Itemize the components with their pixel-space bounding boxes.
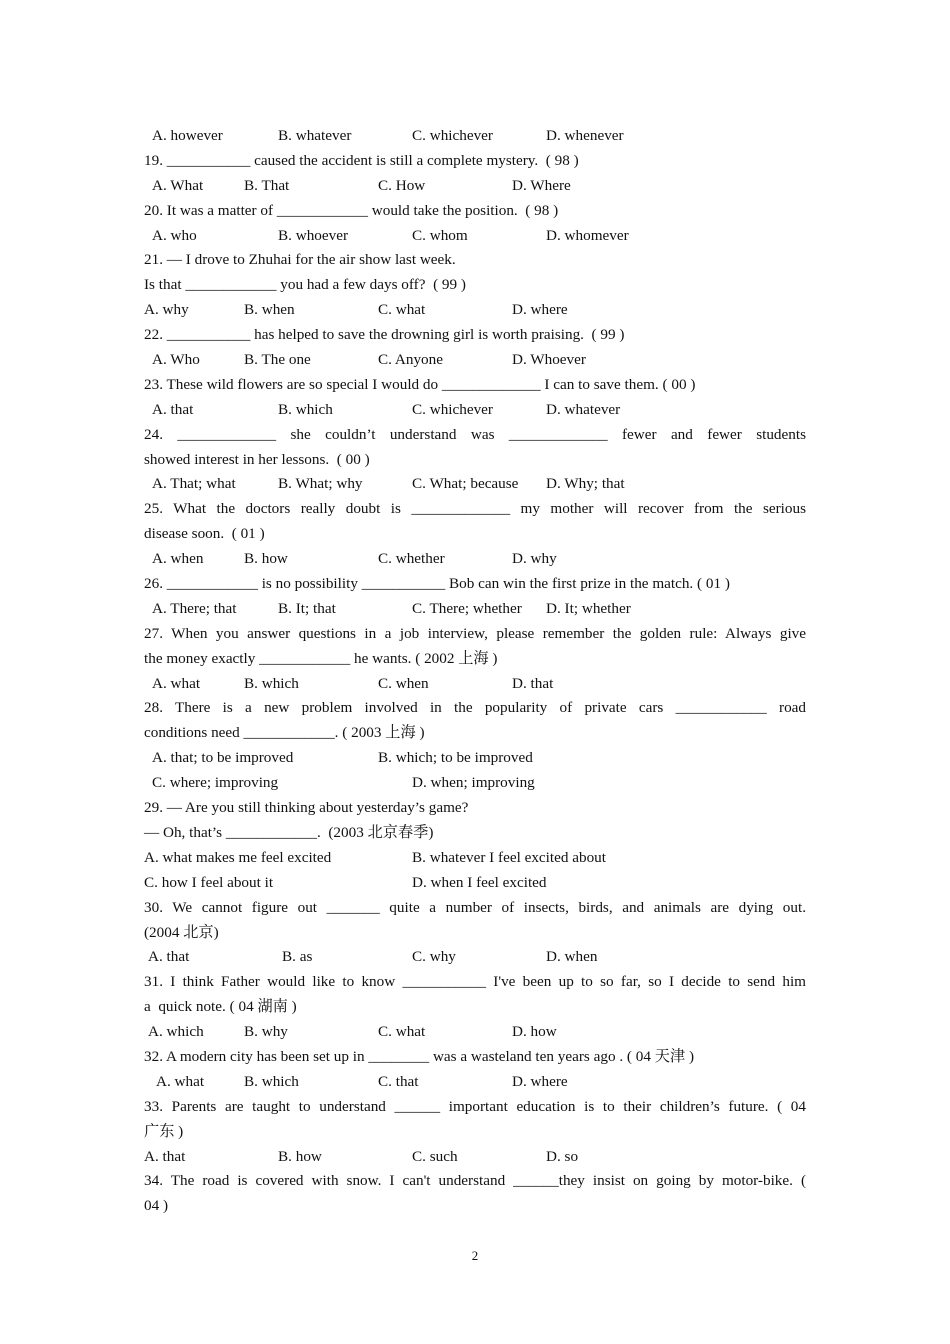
question-31-cont: a quick note. ( 04 湖南 ): [144, 998, 297, 1016]
options-q19: [144, 174, 806, 199]
option-b: B. which: [244, 1072, 299, 1090]
question-31: 31. I think Father would like to know ___________ I've been up to so far, so I decide to send him: [144, 973, 806, 991]
option-a: A. that; to be improved: [152, 749, 294, 767]
question-26: 26. ____________ is no possibility ___________ Bob can win the first prize in the match. ( 01 ): [144, 575, 730, 593]
option-c: C. what: [378, 301, 426, 319]
options-q28-row1: [144, 746, 806, 771]
option-c: C. What; because: [412, 475, 519, 493]
option-b: B. whatever: [278, 127, 352, 144]
option-a: A. however: [152, 127, 223, 144]
option-a: A. which: [148, 1023, 204, 1041]
option-a: A. that: [144, 1147, 186, 1165]
question-30: 30. We cannot figure out _______ quite a number of insects, birds, and animals are dying out.: [144, 898, 806, 916]
question-21: 21. — I drove to Zhuhai for the air show last week.: [144, 251, 456, 269]
question-33: 33. Parents are taught to understand ______ important education is to their children’s future. ( 04: [144, 1097, 806, 1115]
question-23: 23. These wild flowers are so special I would do _____________ I can to save them. ( 00 ): [144, 375, 696, 393]
option-c: C. whether: [378, 550, 445, 568]
question-25: 25. What the doctors really doubt is _____________ my mother will recover from the serious: [144, 500, 806, 518]
option-c: C. why: [412, 948, 456, 966]
option-d: D. whenever: [546, 127, 624, 144]
option-c: C. There; whether: [412, 599, 522, 617]
question-34: 34. The road is covered with snow. I can't understand ______they insist on going by motor-bike. (: [144, 1172, 806, 1190]
options-q23: [144, 398, 806, 423]
option-b: B. whoever: [278, 226, 349, 244]
option-b: B. how: [278, 1147, 322, 1165]
question-22: 22. ___________ has helped to save the drowning girl is worth praising. ( 99 ): [144, 326, 625, 344]
option-a: A. that: [148, 948, 190, 966]
option-b: B. when: [244, 301, 295, 319]
options-q28-row2: [144, 771, 806, 796]
options-q26: [144, 597, 806, 622]
option-b: B. The one: [244, 351, 311, 369]
option-d: D. where: [512, 301, 568, 319]
question-29: 29. — Are you still thinking about yesterday’s game?: [144, 799, 469, 817]
question-28: 28. There is a new problem involved in the popularity of private cars ____________ road: [144, 699, 806, 717]
option-c: C. How: [378, 176, 426, 194]
option-c: C. whichever: [412, 127, 493, 144]
question-34-cont: 04 ): [144, 1197, 169, 1215]
options-q20: [144, 224, 806, 249]
question-list: [144, 124, 806, 1219]
option-d: D. when; improving: [412, 774, 535, 792]
question-27-cont: the money exactly ____________ he wants. ( 2002 上海 ): [144, 649, 498, 667]
option-b: B. That: [244, 176, 290, 194]
option-d: D. when: [546, 948, 598, 966]
option-c: C. that: [378, 1072, 419, 1090]
options-q18: [144, 124, 806, 149]
question-24-cont: showed interest in her lessons. ( 00 ): [144, 450, 370, 468]
question-27: 27. When you answer questions in a job interview, please remember the golden rule: Always give: [144, 624, 806, 642]
option-c: C. what: [378, 1023, 426, 1041]
option-d: D. Where: [512, 176, 571, 194]
option-d: D. Why; that: [546, 475, 625, 493]
option-d: D. that: [512, 674, 554, 692]
option-d: D. whomever: [546, 226, 629, 244]
option-a: A. what: [152, 674, 201, 692]
question-19: 19. ___________ caused the accident is still a complete mystery. ( 98 ): [144, 151, 579, 169]
options-q24: [144, 472, 806, 497]
option-a: A. That; what: [152, 475, 236, 493]
option-a: A. that: [152, 400, 194, 418]
options-q31: [144, 1020, 806, 1045]
option-d: D. so: [546, 1147, 579, 1165]
option-c: C. where; improving: [152, 774, 279, 792]
option-a: A. what makes me feel excited: [144, 848, 332, 866]
option-a: A. What: [152, 176, 204, 194]
options-q30: [144, 945, 806, 970]
option-d: D. Whoever: [512, 351, 586, 369]
option-b: B. why: [244, 1023, 288, 1041]
option-c: C. how I feel about it: [144, 873, 274, 891]
option-c: C. Anyone: [378, 351, 443, 369]
question-24: 24. _____________ she couldn’t understand was _____________ fewer and fewer students: [144, 425, 806, 443]
option-d: D. when I feel excited: [412, 873, 547, 891]
question-28-cont: conditions need ____________. ( 2003 上海 ): [144, 724, 425, 742]
option-b: B. as: [282, 948, 313, 966]
question-25-cont: disease soon. ( 01 ): [144, 525, 265, 543]
options-q32: [144, 1070, 806, 1095]
question-32: 32. A modern city has been set up in ________ was a wasteland ten years ago . ( 04 天津 ): [144, 1047, 695, 1065]
option-b: B. which: [244, 674, 299, 692]
option-b: B. how: [244, 550, 288, 568]
option-b: B. It; that: [278, 599, 336, 617]
options-q29-row1: [144, 846, 806, 871]
option-d: D. why: [512, 550, 557, 568]
option-c: C. such: [412, 1147, 458, 1165]
option-b: B. What; why: [278, 475, 363, 493]
question-33-cont: 广东 ): [144, 1122, 184, 1140]
option-a: A. what: [156, 1072, 205, 1090]
option-c: C. when: [378, 674, 429, 692]
option-b: B. which: [278, 400, 333, 418]
option-d: D. how: [512, 1023, 557, 1041]
options-q33: [144, 1145, 806, 1170]
question-20: 20. It was a matter of ____________ would take the position. ( 98 ): [144, 201, 559, 219]
option-a: A. who: [152, 226, 197, 244]
options-q25: [144, 547, 806, 572]
question-29-cont: — Oh, that’s ____________. (2003 北京春季): [144, 823, 434, 841]
options-q22: [144, 348, 806, 373]
option-a: A. There; that: [152, 599, 237, 617]
question-21-cont: Is that ____________ you had a few days off? ( 99 ): [144, 276, 466, 294]
options-q27: [144, 672, 806, 697]
option-c: C. whom: [412, 226, 468, 244]
option-a: A. Who: [152, 351, 200, 369]
options-q21: [144, 298, 806, 323]
option-d: D. whatever: [546, 400, 621, 418]
option-a: A. when: [152, 550, 204, 568]
option-c: C. whichever: [412, 400, 493, 418]
option-d: D. It; whether: [546, 599, 631, 617]
page-number: 2: [471, 1248, 479, 1263]
option-b: B. which; to be improved: [378, 749, 533, 767]
question-30-cont: (2004 北京): [144, 923, 219, 941]
option-d: D. where: [512, 1072, 568, 1090]
option-b: B. whatever I feel excited about: [412, 848, 606, 866]
option-a: A. why: [144, 301, 189, 319]
options-q29-row2: [144, 871, 806, 896]
